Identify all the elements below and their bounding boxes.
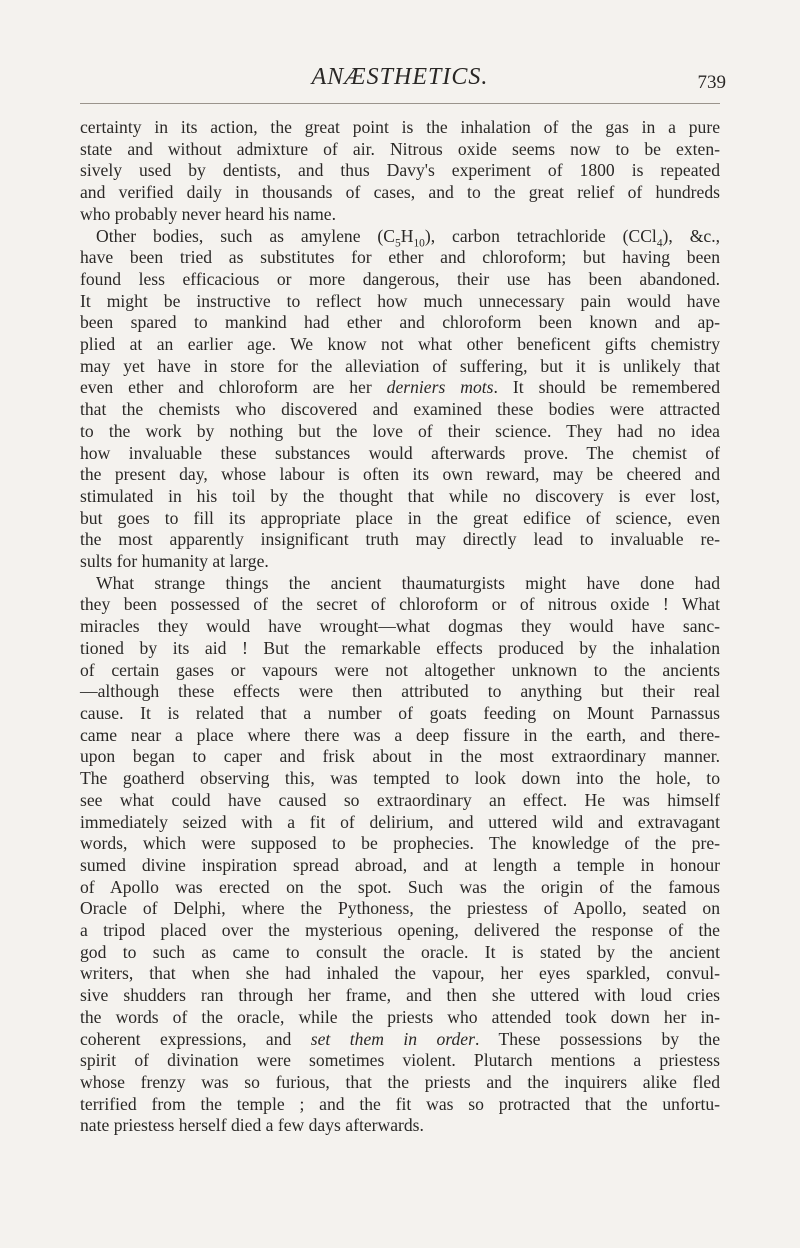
text-line: god to such as came to consult the oracle. It is stated by the ancient — [80, 941, 720, 962]
text-line: sumed divine inspiration spread abroad, and at length a temple in honour — [80, 854, 720, 875]
text-line: the words of the oracle, while the priests who attended took down her in- — [80, 1006, 720, 1027]
header-rule — [80, 103, 720, 104]
text-line: a tripod placed over the mysterious opening, delivered the response of the — [80, 920, 720, 941]
text-line: how invaluable these substances would afterwards prove. The chemist of — [80, 442, 720, 463]
text-line: upon began to caper and frisk about in the most extraordinary manner. — [80, 746, 720, 767]
text-line: —although these effects were then attributed to anything but their real — [80, 681, 720, 702]
text-line: whose frenzy was so furious, that the priests and the inquirers alike fled — [80, 1071, 720, 1092]
text-line: of Apollo was erected on the spot. Such was the origin of the famous — [80, 876, 720, 897]
page-number: 739 — [697, 72, 726, 93]
text-line: who probably never heard his name. — [80, 203, 337, 224]
text-line: have been tried as substitutes for ether and chloroform; but having been — [80, 247, 720, 268]
text-line: been spared to mankind had ether and chloroform been known and ap- — [80, 312, 720, 333]
text-line: certainty in its action, the great point is the inhalation of the gas in a pure — [80, 117, 720, 137]
text-fragment: ), carbon tetrachloride (CCl — [424, 225, 657, 246]
text-line: terrified from the temple ; and the fit was so protracted that the unfortu- — [80, 1093, 720, 1114]
text-line: stimulated in his toil by the thought that while no discovery is ever lost, — [80, 485, 720, 506]
subscript: 4 — [656, 237, 663, 250]
text-fragment: ), &c., — [662, 225, 720, 246]
body-text — [80, 117, 720, 1137]
subscript: 5 — [395, 237, 401, 250]
text-line: that the chemists who discovered and examined these bodies were attracted — [80, 399, 720, 420]
text-line: What strange things the ancient thaumaturgists might have done had — [96, 572, 720, 593]
text-line-formulas — [80, 226, 720, 248]
text-line: they been possessed of the secret of chloroform or of nitrous oxide ! What — [80, 594, 720, 615]
text-line: sive shudders ran through her frame, and then she uttered with loud cries — [80, 985, 720, 1006]
text-line: cause. It is related that a number of goats feeding on Mount Parnassus — [80, 702, 720, 723]
text-line: of certain gases or vapours were not altogether unknown to the ancients — [80, 659, 720, 680]
text-line: came near a place where there was a deep fissure in the earth, and there- — [80, 724, 720, 745]
text-line: The goatherd observing this, was tempted to look down into the hole, to — [80, 768, 720, 789]
text-line: It might be instructive to reflect how much unnecessary pain would have — [80, 290, 720, 311]
text-fragment: even ether and chloroform are her — [80, 377, 387, 398]
text-line: spirit of divination were sometimes violent. Plutarch mentions a priestess — [80, 1050, 720, 1071]
text-line: found less efficacious or more dangerous, their use has been abandoned. — [80, 268, 720, 289]
text-line: the present day, whose labour is often its own reward, may be cheered and — [80, 464, 720, 485]
text-fragment: . These possessions by the — [474, 1028, 721, 1049]
text-line: state and without admixture of air. Nitrous oxide seems now to be exten- — [80, 138, 720, 159]
text-line: but goes to fill its appropriate place in the great edifice of science, even — [80, 507, 720, 528]
text-line: words, which were supposed to be prophecies. The knowledge of the pre- — [80, 833, 720, 854]
text-line: sively used by dentists, and thus Davy's experiment of 1800 is repeated — [80, 160, 720, 181]
text-line: may yet have in store for the alleviation of suffering, but it is unlikely that — [80, 355, 720, 376]
text-fragment: . It should be remembered — [493, 377, 720, 398]
text-line-italic — [80, 377, 720, 399]
italic-phrase: derniers mots — [386, 377, 494, 398]
text-line: the most apparently insignificant truth may directly lead to invaluable re- — [80, 529, 720, 550]
text-line: Oracle of Delphi, where the Pythoness, the priestess of Apollo, seated on — [80, 898, 720, 919]
text-line: to the work by nothing but the love of their science. They had no idea — [80, 420, 720, 441]
text-line: and verified daily in thousands of cases, and to the great relief of hundreds — [80, 182, 720, 203]
text-line: sults for humanity at large. — [80, 551, 269, 572]
text-line: plied at an earlier age. We know not what other beneficent gifts chemistry — [80, 334, 720, 355]
text-line: miracles they would have wrought—what dogmas they would have sanc- — [80, 616, 720, 637]
text-line: nate priestess herself died a few days afterwards. — [80, 1115, 424, 1136]
italic-phrase: set them in order — [310, 1028, 475, 1049]
text-line: see what could have caused so extraordinary an effect. He was himself — [80, 789, 720, 810]
running-head — [80, 64, 726, 104]
text-line: immediately seized with a fit of delirium, and uttered wild and extravagant — [80, 811, 720, 832]
text-line: writers, that when she had inhaled the vapour, her eyes sparkled, convul- — [80, 963, 720, 984]
text-fragment: Other bodies, such as amylene (C — [96, 225, 395, 246]
text-line-italic — [80, 1029, 720, 1051]
running-title: ANÆSTHETICS. — [311, 64, 489, 90]
text-fragment: H — [400, 225, 414, 246]
text-line: tioned by its aid ! But the remarkable effects produced by the inhalation — [80, 637, 720, 658]
subscript: 10 — [413, 237, 425, 250]
text-fragment: coherent expressions, and — [80, 1028, 311, 1049]
